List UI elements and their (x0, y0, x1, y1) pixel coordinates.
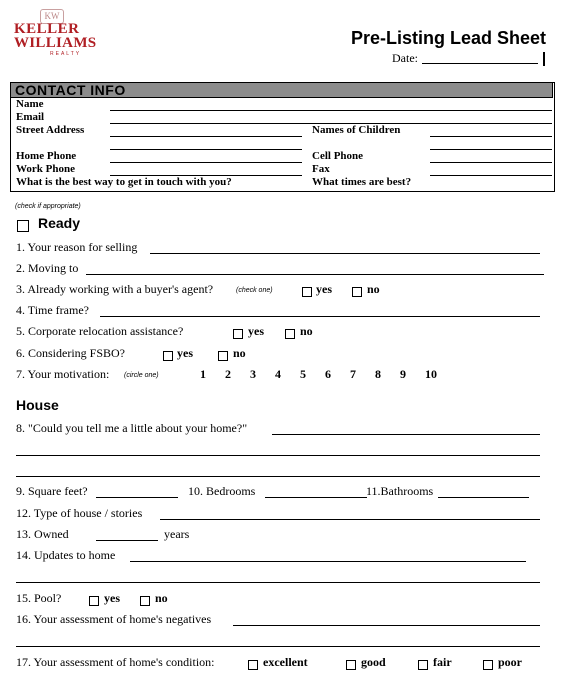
q6-yes-label: yes (177, 346, 193, 360)
condition-excellent-checkbox[interactable] (248, 656, 258, 674)
q11-label: 11.Bathrooms (366, 484, 434, 498)
contact-title: CONTACT INFO (15, 82, 126, 98)
condition-excellent-label: excellent (263, 655, 308, 669)
q3-yes-checkbox[interactable] (302, 283, 312, 301)
q8-field-3[interactable] (16, 476, 540, 477)
motivation-option-6[interactable]: 6 (325, 367, 331, 381)
home-phone-field[interactable] (110, 162, 302, 163)
q9-field[interactable] (96, 497, 178, 498)
q4-field[interactable] (100, 316, 540, 317)
q3-yes-label: yes (316, 282, 332, 296)
logo-line2: WILLIAMS (14, 35, 97, 51)
q6-yes-checkbox[interactable] (163, 347, 173, 365)
q15-no-label: no (155, 591, 168, 605)
q15-yes-checkbox[interactable] (89, 592, 99, 610)
cell-phone-field[interactable] (430, 162, 552, 163)
home-phone-label: Home Phone (16, 150, 77, 162)
q7-label: 7. Your motivation: (16, 367, 110, 381)
q12-label: 12. Type of house / stories (16, 506, 143, 520)
q5-label: 5. Corporate relocation assistance? (16, 324, 184, 338)
name-label: Name (16, 98, 44, 110)
work-phone-label: Work Phone (16, 163, 75, 175)
children-label: Names of Children (312, 124, 401, 136)
condition-poor-checkbox[interactable] (483, 656, 493, 674)
q5-no-label: no (300, 324, 313, 338)
q10-field[interactable] (265, 497, 367, 498)
q1-field[interactable] (150, 253, 540, 254)
motivation-option-10[interactable]: 10 (425, 367, 437, 381)
q13-unit: years (164, 527, 190, 541)
ready-title: Ready (38, 215, 81, 231)
fax-field[interactable] (430, 175, 552, 176)
q6-no-checkbox[interactable] (218, 347, 228, 365)
name-field[interactable] (110, 110, 552, 111)
street-field[interactable] (110, 136, 302, 137)
q9-label: 9. Square feet? (16, 484, 88, 498)
q3-no-checkbox[interactable] (352, 283, 362, 301)
fax-label: Fax (312, 163, 330, 175)
q5-yes-checkbox[interactable] (233, 325, 243, 343)
q6-no-label: no (233, 346, 246, 360)
page-title: Pre-Listing Lead Sheet (350, 28, 546, 48)
ready-checkbox[interactable] (17, 217, 29, 235)
motivation-option-8[interactable]: 8 (375, 367, 381, 381)
condition-fair-checkbox[interactable] (418, 656, 428, 674)
children-field[interactable] (430, 136, 552, 137)
date-field[interactable] (422, 63, 538, 64)
logo-mark: KW (40, 9, 64, 24)
q2-field[interactable] (86, 274, 544, 275)
motivation-option-7[interactable]: 7 (350, 367, 356, 381)
q1-label: 1. Your reason for selling (16, 240, 138, 254)
q15-yes-label: yes (104, 591, 120, 605)
motivation-option-5[interactable]: 5 (300, 367, 306, 381)
q10-label: 10. Bedrooms (188, 484, 256, 498)
motivation-option-1[interactable]: 1 (200, 367, 206, 381)
motivation-option-3[interactable]: 3 (250, 367, 256, 381)
q12-field[interactable] (160, 519, 540, 520)
logo-sub: REALTY (50, 51, 82, 57)
cell-phone-label: Cell Phone (312, 150, 364, 162)
date-label: Date: (392, 51, 418, 65)
q2-label: 2. Moving to (16, 261, 79, 275)
q15-no-checkbox[interactable] (140, 592, 150, 610)
condition-good-label: good (361, 655, 386, 669)
q16-field-2[interactable] (16, 646, 540, 647)
motivation-option-4[interactable]: 4 (275, 367, 281, 381)
q8-field-2[interactable] (16, 455, 540, 456)
q5-no-checkbox[interactable] (285, 325, 295, 343)
q3-label: 3. Already working with a buyer's agent? (16, 282, 214, 296)
q5-yes-label: yes (248, 324, 264, 338)
q7-note: (circle one) (124, 372, 159, 379)
best-times-label: What times are best? (312, 176, 412, 188)
q8-label: 8. "Could you tell me a little about your home?" (16, 421, 248, 435)
q11-field[interactable] (438, 497, 529, 498)
q13-field[interactable] (96, 540, 158, 541)
q17-label: 17. Your assessment of home's condition: (16, 655, 215, 669)
condition-fair-label: fair (433, 655, 452, 669)
q16-field[interactable] (233, 625, 540, 626)
best-way-label: What is the best way to get in touch with you? (16, 176, 232, 188)
q4-label: 4. Time frame? (16, 303, 89, 317)
motivation-option-2[interactable]: 2 (225, 367, 231, 381)
motivation-option-9[interactable]: 9 (400, 367, 406, 381)
q13-label: 13. Owned (16, 527, 69, 541)
q14-label: 14. Updates to home (16, 548, 116, 562)
condition-good-checkbox[interactable] (346, 656, 356, 674)
children-field-2[interactable] (430, 149, 552, 150)
q3-note: (check one) (236, 287, 273, 294)
street-label: Street Address (16, 124, 85, 136)
check-note: (check if appropriate) (15, 203, 81, 210)
q8-field[interactable] (272, 434, 540, 435)
q14-field[interactable] (130, 561, 526, 562)
house-title: House (16, 397, 59, 413)
q16-label: 16. Your assessment of home's negatives (16, 612, 212, 626)
q14-field-2[interactable] (16, 582, 540, 583)
date-bar (543, 52, 545, 66)
street-field-2[interactable] (110, 149, 302, 150)
email-label: Email (16, 111, 45, 123)
condition-poor-label: poor (498, 655, 522, 669)
q15-label: 15. Pool? (16, 591, 62, 605)
q6-label: 6. Considering FSBO? (16, 346, 126, 360)
logo-line1: KELLER (14, 21, 80, 37)
q3-no-label: no (367, 282, 380, 296)
